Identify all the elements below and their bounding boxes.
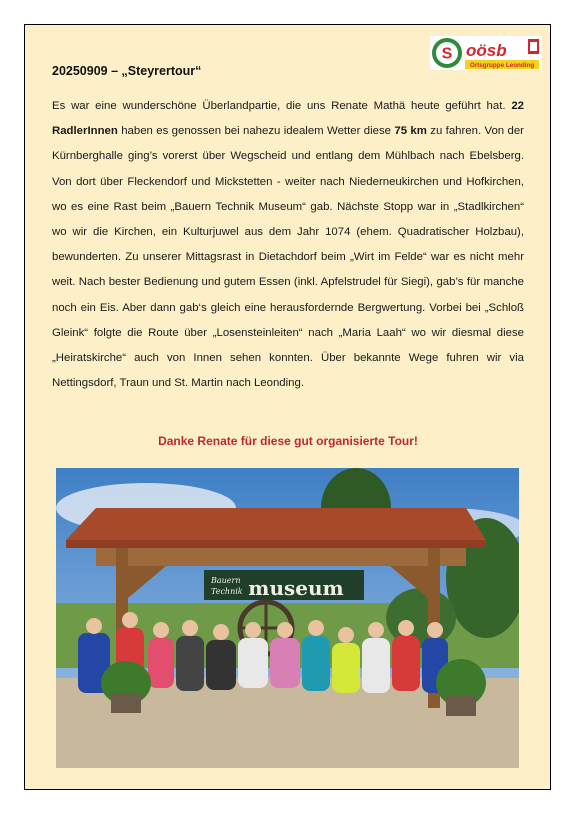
sign-main: museum	[248, 576, 344, 600]
thanks-line: Danke Renate für diese gut organisierte Tour!	[158, 434, 418, 448]
riders-count: 22 RadlerInnen	[52, 100, 524, 138]
logo-brand: oösb	[466, 41, 507, 60]
sign-line-2: Technik	[211, 587, 243, 596]
group-photo	[56, 468, 519, 768]
report-part-1: Es war eine wunderschöne Überlandpartie, die uns Renate Mathä heute geführt hat.	[52, 100, 512, 112]
tour-report-text	[52, 94, 524, 396]
logo-subtitle: Ortsgruppe Leonding	[469, 62, 535, 69]
sign-line-1: Bauern	[211, 576, 241, 585]
club-logo	[430, 36, 542, 70]
page-title: 20250909 – „Steyrertour“	[52, 64, 202, 78]
report-part-2: haben es genossen bei nahezu idealem Wetter diese	[117, 125, 395, 138]
report-part-3: zu fahren. Von der Kürnberghalle ging’s vorerst über Wegscheid und entlang dem Mühlbach nach Ebelsberg. Von dort über Fleckendorf und Mickstetten - weiter nach Niederneukirchen und Hofkirchen, wo es eine Rast beim „Bauern Technik Museum“ gab. Nächste Stopp war in „Stadlkirchen“ wo wir die Kirchen, ein Kulturjuwel aus dem Jahr 1074 (ehem. Quadratischer Holzbau), bewunderten. Zu unserer Mittagsrast in Dietachdorf beim „Wirt im Felde“ war es nicht mehr weit. Nach bester Bedienung und gutem Essen (inkl. Apfelstrudel für Siegi), gab’s für manche noch ein Eis. Aber dann gab‘s gleich eine herausfordernde Bergwertung. Vorbei bei „Schloß Gleink“ folgte die Route über „Losensteinleiten“ nach „Maria Laah“ wo wir diesmal diese „Heiratskirche“ auch von Innen sehen konnten. Über bekannte Wege fuhren wir via Nettingsdorf, Traun und St. Martin nach Leonding.	[52, 125, 524, 390]
tour-distance: 75 km	[394, 125, 427, 138]
svg-text:S: S	[441, 45, 453, 63]
